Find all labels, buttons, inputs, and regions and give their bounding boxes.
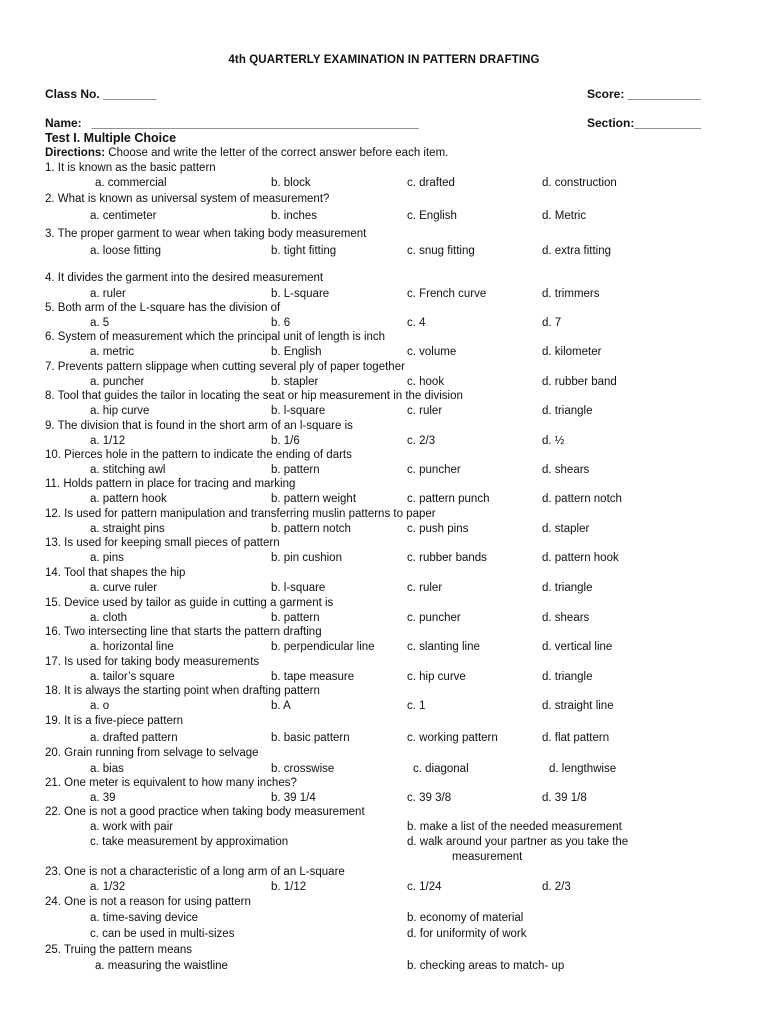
- q24-option-a: a. time-saving device: [90, 912, 199, 924]
- q15-option-b: b. pattern: [271, 612, 320, 624]
- q21-option-b: b. 39 1/4: [271, 792, 316, 804]
- q3-option-a: a. loose fitting: [90, 245, 161, 257]
- q14-option-b: b. l-square: [271, 582, 326, 594]
- q25-option-b: b. checking areas to match- up: [407, 960, 565, 972]
- question-2: 2. What is known as universal system of measurement?: [45, 193, 330, 205]
- q8-option-c: c. ruler: [407, 405, 443, 417]
- q6-option-c: c. volume: [407, 346, 457, 358]
- question-17: 17. Is used for taking body measurements: [45, 656, 260, 668]
- q17-option-c: c. hip curve: [407, 671, 466, 683]
- q10-option-b: b. pattern: [271, 464, 320, 476]
- q4-option-a: a. ruler: [90, 288, 126, 300]
- q20-option-a: a. bias: [90, 763, 124, 775]
- q11-option-d: d. pattern notch: [542, 493, 622, 505]
- q4-option-c: c. French curve: [407, 288, 487, 300]
- section-field: Section:__________: [587, 116, 702, 130]
- q20-option-b: b. crosswise: [271, 763, 335, 775]
- q24-option-d: d. for uniformity of work: [407, 928, 527, 940]
- q8-option-b: b. l-square: [271, 405, 326, 417]
- q18-option-d: d. straight line: [542, 700, 614, 712]
- q1-option-a: a. commercial: [95, 177, 167, 189]
- q17-option-a: a. tailor’s square: [90, 671, 175, 683]
- q11-option-a: a. pattern hook: [90, 493, 167, 505]
- q2-option-d: d. Metric: [542, 210, 587, 222]
- q7-option-c: c. hook: [407, 376, 445, 388]
- q4-option-b: b. L-square: [271, 288, 330, 300]
- q15-option-a: a. cloth: [90, 612, 128, 624]
- q7-option-a: a. puncher: [90, 376, 145, 388]
- q13-option-c: c. rubber bands: [407, 552, 487, 564]
- score-field: Score: ___________: [587, 87, 702, 101]
- q20-option-d: d. lengthwise: [549, 763, 617, 775]
- q12-option-a: a. straight pins: [90, 523, 165, 535]
- q6-option-d: d. kilometer: [542, 346, 602, 358]
- q15-option-d: d. shears: [542, 612, 590, 624]
- q6-option-a: a. metric: [90, 346, 135, 358]
- q7-option-d: d. rubber band: [542, 376, 617, 388]
- q3-option-b: b. tight fitting: [271, 245, 337, 257]
- q2-option-b: b. inches: [271, 210, 318, 222]
- q6-option-b: b. English: [271, 346, 322, 358]
- q19-option-a: a. drafted pattern: [90, 732, 178, 744]
- question-8: 8. Tool that guides the tailor in locating the seat or hip measurement in the division: [45, 390, 463, 402]
- q19-option-d: d. flat pattern: [542, 732, 610, 744]
- question-13: 13. Is used for keeping small pieces of pattern: [45, 537, 280, 549]
- question-21: 21. One meter is equivalent to how many inches?: [45, 777, 297, 789]
- q15-option-c: c. puncher: [407, 612, 461, 624]
- question-6: 6. System of measurement which the principal unit of length is inch: [45, 331, 386, 343]
- directions-label: Directions:: [45, 147, 106, 159]
- q22-option-d-continued: measurement: [452, 851, 523, 863]
- class-no-field: Class No. ________: [45, 87, 157, 101]
- directions-text: Choose and write the letter of the correct answer before each item.: [105, 147, 449, 159]
- q22-option-d: d. walk around your partner as you take the: [407, 836, 629, 848]
- q5-option-c: c. 4: [407, 317, 426, 329]
- name-field: Name: _________________________________________________: [45, 116, 419, 130]
- q8-option-d: d. triangle: [542, 405, 593, 417]
- exam-title: 4th QUARTERLY EXAMINATION IN PATTERN DRAFTING: [228, 54, 540, 66]
- q10-option-a: a. stitching awl: [90, 464, 166, 476]
- q13-option-a: a. pins: [90, 552, 124, 564]
- q5-option-a: a. 5: [90, 317, 110, 329]
- question-20: 20. Grain running from selvage to selvage: [45, 747, 259, 759]
- q9-option-a: a. 1/12: [90, 435, 126, 447]
- q23-option-a: a. 1/32: [90, 881, 126, 893]
- question-25: 25. Truing the pattern means: [45, 944, 193, 956]
- q5-option-b: b. 6: [271, 317, 291, 329]
- q12-option-b: b. pattern notch: [271, 523, 351, 535]
- q18-option-b: b. A: [271, 700, 291, 712]
- q19-option-c: c. working pattern: [407, 732, 498, 744]
- q16-option-a: a. horizontal line: [90, 641, 174, 653]
- q5-option-d: d. 7: [542, 317, 562, 329]
- q3-option-d: d. extra fitting: [542, 245, 612, 257]
- q14-option-d: d. triangle: [542, 582, 593, 594]
- q12-option-d: d. stapler: [542, 523, 590, 535]
- q23-option-b: b. 1/12: [271, 881, 307, 893]
- question-12: 12. Is used for pattern manipulation and transferring muslin patterns to paper: [45, 508, 436, 520]
- q3-option-c: c. snug fitting: [407, 245, 475, 257]
- q22-option-a: a. work with pair: [90, 821, 174, 833]
- q9-option-b: b. 1/6: [271, 435, 300, 447]
- q11-option-b: b. pattern weight: [271, 493, 357, 505]
- q24-option-b: b. economy of material: [407, 912, 524, 924]
- q16-option-d: d. vertical line: [542, 641, 613, 653]
- q1-option-b: b. block: [271, 177, 311, 189]
- q17-option-d: d. triangle: [542, 671, 593, 683]
- q24-option-c: c. can be used in multi-sizes: [90, 928, 235, 940]
- question-24: 24. One is not a reason for using pattern: [45, 896, 251, 908]
- question-22: 22. One is not a good practice when taking body measurement: [45, 806, 365, 818]
- question-10: 10. Pierces hole in the pattern to indicate the ending of darts: [45, 449, 352, 461]
- q11-option-c: c. pattern punch: [407, 493, 490, 505]
- question-1: 1. It is known as the basic pattern: [45, 162, 216, 174]
- question-14: 14. Tool that shapes the hip: [45, 567, 186, 579]
- q7-option-b: b. stapler: [271, 376, 319, 388]
- question-23: 23. One is not a characteristic of a long arm of an L-square: [45, 866, 345, 878]
- question-3: 3. The proper garment to wear when taking body measurement: [45, 228, 367, 240]
- q22-option-b: b. make a list of the needed measurement: [407, 821, 622, 833]
- question-5: 5. Both arm of the L-square has the division of: [45, 302, 281, 314]
- test-title: Test I. Multiple Choice: [45, 131, 177, 145]
- q12-option-c: c. push pins: [407, 523, 469, 535]
- directions: [45, 147, 448, 159]
- q16-option-c: c. slanting line: [407, 641, 480, 653]
- q23-option-c: c. 1/24: [407, 881, 442, 893]
- q2-option-c: c. English: [407, 210, 457, 222]
- q8-option-a: a. hip curve: [90, 405, 150, 417]
- question-16: 16. Two intersecting line that starts the pattern drafting: [45, 626, 322, 638]
- question-4: 4. It divides the garment into the desired measurement: [45, 272, 324, 284]
- q19-option-b: b. basic pattern: [271, 732, 350, 744]
- q23-option-d: d. 2/3: [542, 881, 571, 893]
- q20-option-c: c. diagonal: [413, 763, 469, 775]
- q16-option-b: b. perpendicular line: [271, 641, 375, 653]
- q13-option-d: d. pattern hook: [542, 552, 619, 564]
- q21-option-c: c. 39 3/8: [407, 792, 452, 804]
- q2-option-a: a. centimeter: [90, 210, 157, 222]
- question-18: 18. It is always the starting point when drafting pattern: [45, 685, 320, 697]
- q18-option-c: c. 1: [407, 700, 426, 712]
- q1-option-c: c. drafted: [407, 177, 455, 189]
- q9-option-d: d. ½: [542, 435, 565, 447]
- question-7: 7. Prevents pattern slippage when cutting several ply of paper together: [45, 361, 405, 373]
- q14-option-a: a. curve ruler: [90, 582, 158, 594]
- question-15: 15. Device used by tailor as guide in cutting a garment is: [45, 597, 334, 609]
- q25-option-a: a. measuring the waistline: [95, 960, 228, 972]
- q10-option-d: d. shears: [542, 464, 590, 476]
- q4-option-d: d. trimmers: [542, 288, 600, 300]
- q21-option-a: a. 39: [90, 792, 116, 804]
- q1-option-d: d. construction: [542, 177, 617, 189]
- question-9: 9. The division that is found in the short arm of an l-square is: [45, 420, 353, 432]
- q22-option-c: c. take measurement by approximation: [90, 836, 289, 848]
- q21-option-d: d. 39 1/8: [542, 792, 587, 804]
- q10-option-c: c. puncher: [407, 464, 461, 476]
- question-11: 11. Holds pattern in place for tracing and marking: [45, 478, 296, 490]
- question-19: 19. It is a five-piece pattern: [45, 715, 184, 727]
- q17-option-b: b. tape measure: [271, 671, 355, 683]
- q14-option-c: c. ruler: [407, 582, 443, 594]
- q13-option-b: b. pin cushion: [271, 552, 342, 564]
- q18-option-a: a. o: [90, 700, 110, 712]
- q9-option-c: c. 2/3: [407, 435, 436, 447]
